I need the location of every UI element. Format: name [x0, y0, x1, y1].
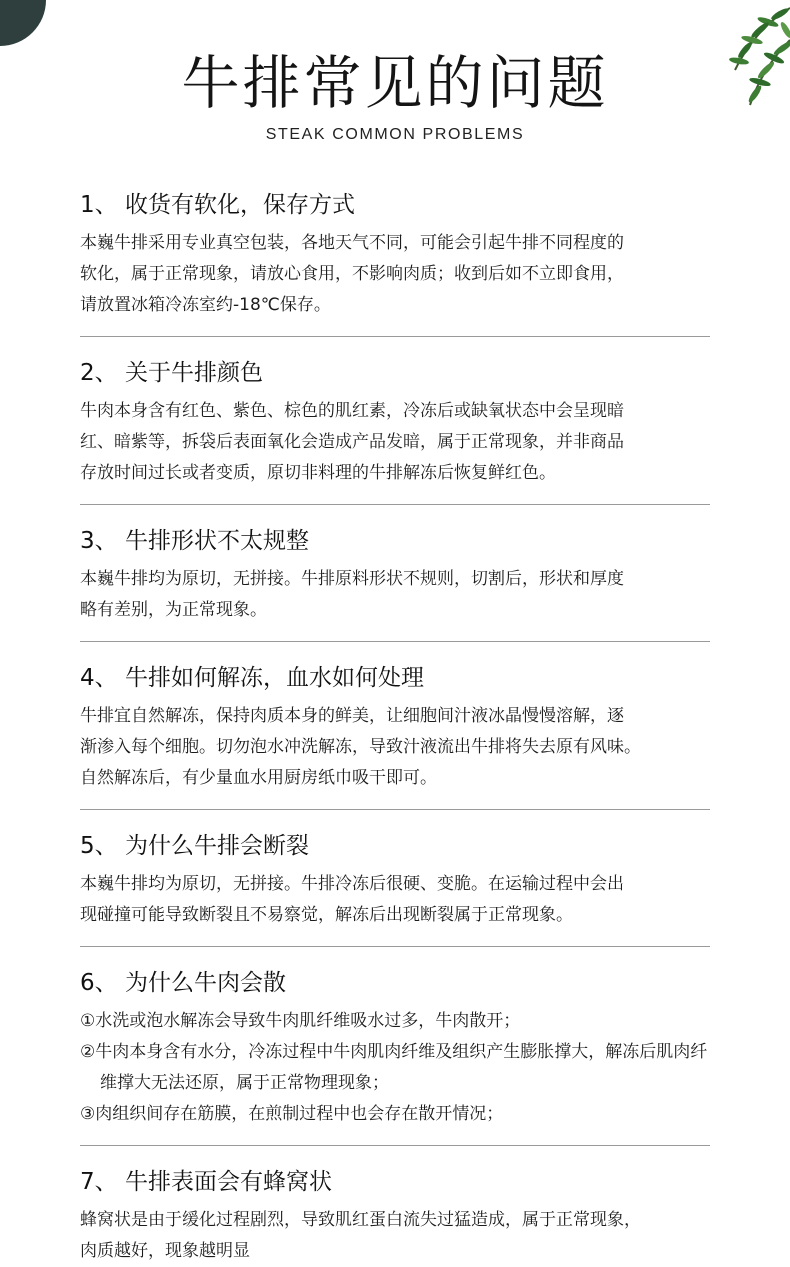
faq-answer: [80, 1006, 710, 1130]
faq-answer: [80, 869, 710, 931]
answer-line: 红、暗紫等，拆袋后表面氧化会造成产品发暗，属于正常现象，并非商品: [80, 432, 624, 452]
faq-question: 7、 牛排表面会有蜂窝状: [80, 1169, 332, 1195]
faq-answer: [80, 564, 710, 626]
divider: [80, 809, 710, 810]
answer-line: 请放置冰箱冷冻室约-18℃保存。: [80, 295, 331, 315]
divider: [80, 641, 710, 642]
faq-answer: [80, 396, 710, 489]
divider: [80, 1145, 710, 1146]
answer-line: 现碰撞可能导致断裂且不易察觉，解冻后出现断裂属于正常现象。: [80, 905, 573, 925]
faq-question: 1、 收货有软化，保存方式: [80, 192, 355, 218]
answer-line: ①水洗或泡水解冻会导致牛肉肌纤维吸水过多，牛肉散开；: [80, 1011, 521, 1031]
answer-line: 本巍牛排均为原切，无拼接。牛排原料形状不规则，切割后，形状和厚度: [80, 569, 624, 589]
answer-line: 自然解冻后，有少量血水用厨房纸巾吸干即可。: [80, 768, 437, 788]
faq-question: 4、 牛排如何解冻，血水如何处理: [80, 665, 424, 691]
faq-answer: [80, 701, 710, 794]
answer-line: 本巍牛排采用专业真空包装，各地天气不同，可能会引起牛排不同程度的: [80, 233, 624, 253]
faq-item: [80, 966, 710, 1130]
faq-item: [80, 829, 710, 931]
faq-item: [80, 661, 710, 794]
faq-list: [80, 188, 710, 1267]
faq-item: [80, 356, 710, 489]
answer-line: ②牛肉本身含有水分，冷冻过程中牛肉肌肉纤维及组织产生膨胀撑大，解冻后肌肉纤维撑大无法还原，属于正常物理现象；: [80, 1042, 708, 1093]
answer-line: 肉质越好，现象越明显: [80, 1241, 250, 1261]
divider: [80, 946, 710, 947]
answer-line: 存放时间过长或者变质，原切非料理的牛排解冻后恢复鲜红色。: [80, 463, 556, 483]
answer-line: 本巍牛排均为原切，无拼接。牛排冷冻后很硬、变脆。在运输过程中会出: [80, 874, 624, 894]
answer-line: 软化，属于正常现象，请放心食用，不影响肉质；收到后如不立即食用，: [80, 264, 624, 284]
answer-line: 略有差别，为正常现象。: [80, 600, 267, 620]
faq-item: [80, 188, 710, 321]
faq-item: [80, 524, 710, 626]
faq-question: 3、 牛排形状不太规整: [80, 528, 309, 554]
answer-line: 牛肉本身含有红色、紫色、棕色的肌红素，冷冻后或缺氧状态中会呈现暗: [80, 401, 624, 421]
faq-question: 2、 关于牛排颜色: [80, 360, 263, 386]
faq-question: 6、 为什么牛肉会散: [80, 970, 286, 996]
faq-question: 5、 为什么牛排会断裂: [80, 833, 309, 859]
answer-line: 蜂窝状是由于缓化过程剧烈，导致肌红蛋白流失过猛造成，属于正常现象，: [80, 1210, 641, 1230]
answer-line: 渐渗入每个细胞。切勿泡水冲洗解冻，导致汁液流出牛排将失去原有风味。: [80, 737, 641, 757]
faq-answer: [80, 228, 710, 321]
divider: [80, 504, 710, 505]
divider: [80, 336, 710, 337]
faq-item: [80, 1165, 710, 1267]
page-subtitle: STEAK COMMON PROBLEMS: [265, 126, 525, 143]
answer-line: ③肉组织间存在筋膜，在煎制过程中也会存在散开情况；: [80, 1104, 504, 1124]
answer-line: 牛排宜自然解冻，保持肉质本身的鲜美，让细胞间汁液冰晶慢慢溶解，逐: [80, 706, 624, 726]
page-title: 牛排常见的问题: [181, 49, 609, 117]
faq-answer: [80, 1205, 710, 1267]
